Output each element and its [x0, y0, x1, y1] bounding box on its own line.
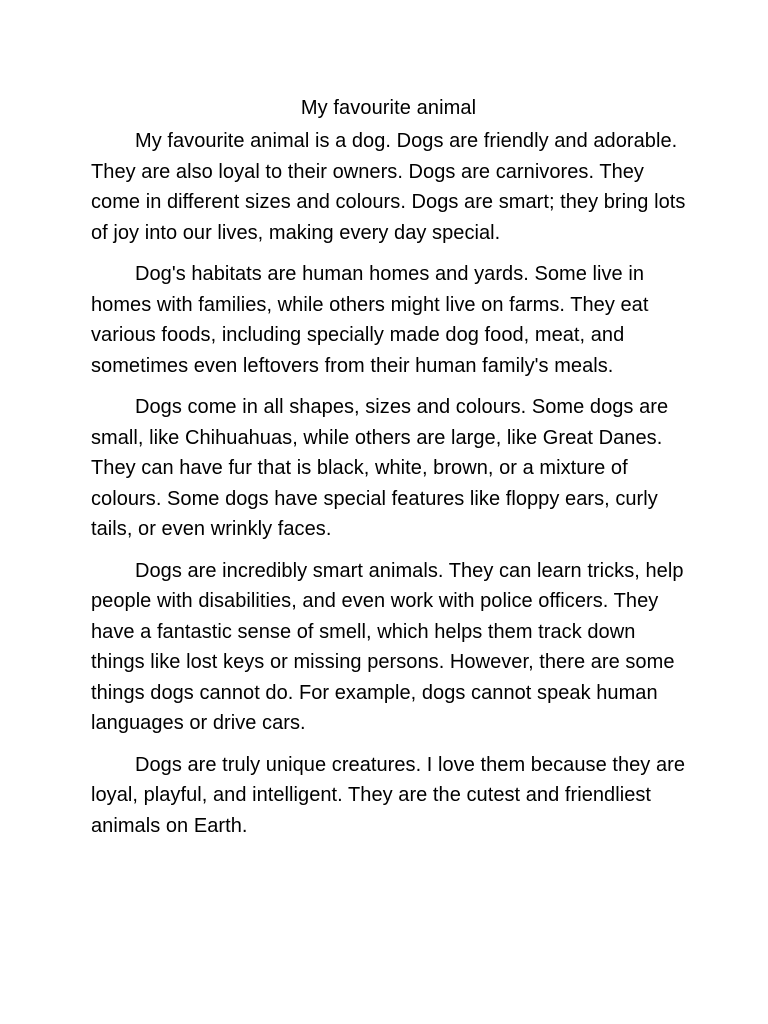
- paragraph-4: Dogs are incredibly smart animals. They can learn tricks, help people with disabilities, and even work with police officers. They have a fantastic sense of smell, which helps them track down things like lost keys or missing persons. However, there are some things dogs cannot do. For example, dogs cannot speak human languages or drive cars.: [91, 559, 684, 734]
- paragraph-3: Dogs come in all shapes, sizes and colours. Some dogs are small, like Chihuahuas, while others are large, like Great Danes. They can have fur that is black, white, brown, or a mixture of colours. Some dogs have special features like floppy ears, curly tails, or even wrinkly faces.: [91, 396, 669, 540]
- paragraph-5: Dogs are truly unique creatures. I love them because they are loyal, playful, and intelligent. They are the cutest and friendliest animals on Earth.: [91, 753, 686, 837]
- document-title: My favourite animal: [300, 97, 477, 119]
- paragraph-1: My favourite animal is a dog. Dogs are friendly and adorable. They are also loyal to their owners. Dogs are carnivores. They come in different sizes and colours. Dogs are smart; they bring lots of joy into our lives, making every day special.: [91, 130, 686, 244]
- paragraph-2: Dog's habitats are human homes and yards. Some live in homes with families, while others might live on farms. They eat various foods, including specially made dog food, meat, and sometimes even leftovers from their human family's meals.: [91, 263, 649, 377]
